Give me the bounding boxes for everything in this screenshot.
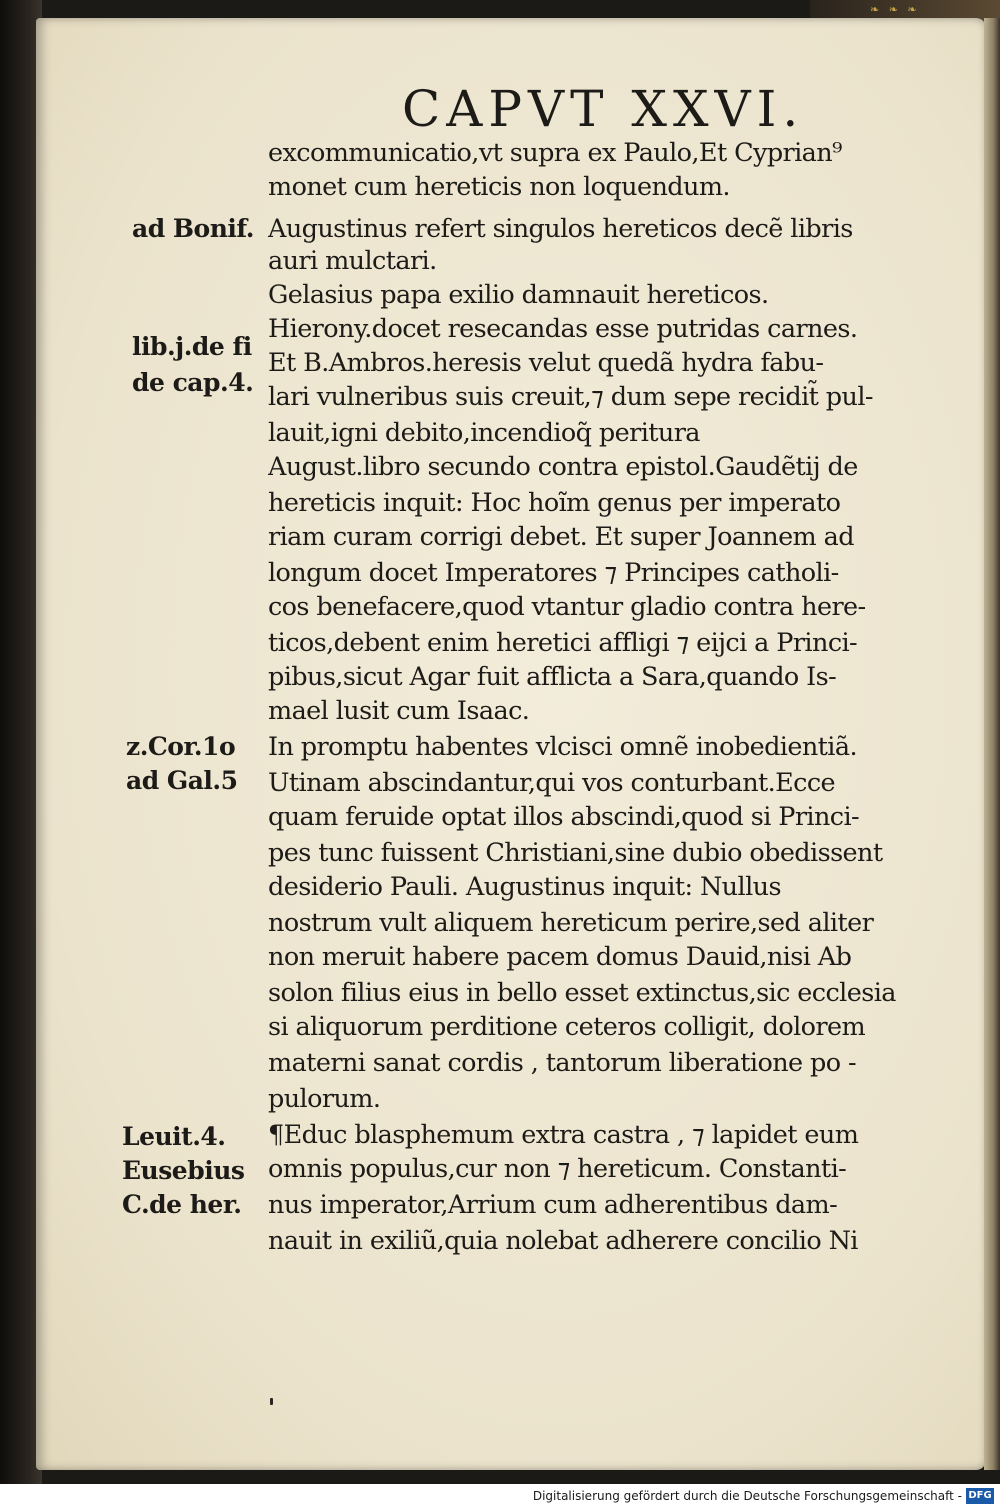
- text-line: excommunicatio,vt supra ex Paulo,Et Cyprian⁹: [268, 138, 842, 168]
- text-line: mael lusit cum Isaac.: [268, 696, 530, 726]
- dfg-logo: DFG: [966, 1488, 994, 1504]
- text-line: nus imperator,Arrium cum adherentibus dam-: [268, 1190, 838, 1220]
- text-line: solon filius eius in bello esset extinctus,sic ecclesia: [268, 978, 896, 1008]
- text-line: omnis populus,cur non ⁊ hereticum. Constanti-: [268, 1154, 847, 1184]
- margin-note: ad Gal.5: [126, 766, 238, 795]
- text-line: non meruit habere pacem domus Dauid,nisi Ab: [268, 942, 852, 972]
- margin-note: Eusebius: [122, 1156, 245, 1185]
- footer-bar: [0, 1484, 1000, 1509]
- text-line: In promptu habentes vlcisci omnẽ inobedientiã.: [268, 732, 857, 762]
- text-line: pes tunc fuissent Christiani,sine dubio obedissent: [268, 838, 883, 868]
- text-line: lauit,igni debito,incendioq̃ peritura: [268, 418, 700, 448]
- ink-speck: [270, 1398, 273, 1405]
- text-line: monet cum hereticis non loquendum.: [268, 172, 730, 202]
- book-top-edge: ❧ ❧ ❧: [810, 0, 1000, 22]
- margin-note: Leuit.4.: [122, 1122, 226, 1151]
- text-line: desiderio Pauli. Augustinus inquit: Nullus: [268, 872, 781, 902]
- margin-note: lib.j.de fi: [132, 332, 252, 361]
- margin-note: ad Bonif.: [132, 214, 254, 243]
- margin-note: C.de her.: [122, 1190, 242, 1219]
- margin-note: de cap.4.: [132, 368, 254, 397]
- text-line: hereticis inquit: Hoc hoĩm genus per imperato: [268, 488, 841, 518]
- text-line: cos benefacere,quod vtantur gladio contra here-: [268, 592, 866, 622]
- text-line: ticos,debent enim heretici affligi ⁊ eijci a Princi-: [268, 628, 858, 658]
- text-line: nostrum vult aliquem hereticum perire,sed aliter: [268, 908, 874, 938]
- text-line: nauit in exiliũ,quia nolebat adherere concilio Ni: [268, 1226, 858, 1256]
- chapter-heading: CAPVT XXVI.: [402, 80, 805, 138]
- footer-credit: Digitalisierung gefördert durch die Deutsche Forschungsgemeinschaft -: [532, 1489, 962, 1503]
- text-line: longum docet Imperatores ⁊ Principes catholi-: [268, 558, 839, 588]
- text-line: si aliquorum perditione ceteros colligit, dolorem: [268, 1012, 866, 1042]
- text-line: auri mulctari.: [268, 246, 437, 276]
- text-line: riam curam corrigi debet. Et super Joannem ad: [268, 522, 854, 552]
- text-line: pibus,sicut Agar fuit afflicta a Sara,quando Is-: [268, 662, 837, 692]
- text-line: Et B.Ambros.heresis velut quedã hydra fabu-: [268, 348, 824, 378]
- text-line: lari vulneribus suis creuit,⁊ dum sepe recidit̃ pul-: [268, 382, 873, 412]
- text-line: Hierony.docet resecandas esse putridas carnes.: [268, 314, 858, 344]
- margin-note: z.Cor.1o: [126, 732, 236, 761]
- text-line: ¶Educ blasphemum extra castra , ⁊ lapidet eum: [268, 1120, 859, 1150]
- text-line: Utinam abscindantur,qui vos conturbant.Ecce: [268, 768, 836, 798]
- text-line: pulorum.: [268, 1084, 381, 1114]
- text-line: Gelasius papa exilio damnauit hereticos.: [268, 280, 769, 310]
- text-line: materni sanat cordis , tantorum liberatione po -: [268, 1048, 857, 1078]
- text-line: August.libro secundo contra epistol.Gaudẽtij de: [268, 452, 858, 482]
- text-line: quam feruide optat illos abscindi,quod si Princi-: [268, 802, 860, 832]
- text-line: Augustinus refert singulos hereticos decẽ libris: [268, 214, 853, 244]
- page-right-edge: [984, 18, 1000, 1470]
